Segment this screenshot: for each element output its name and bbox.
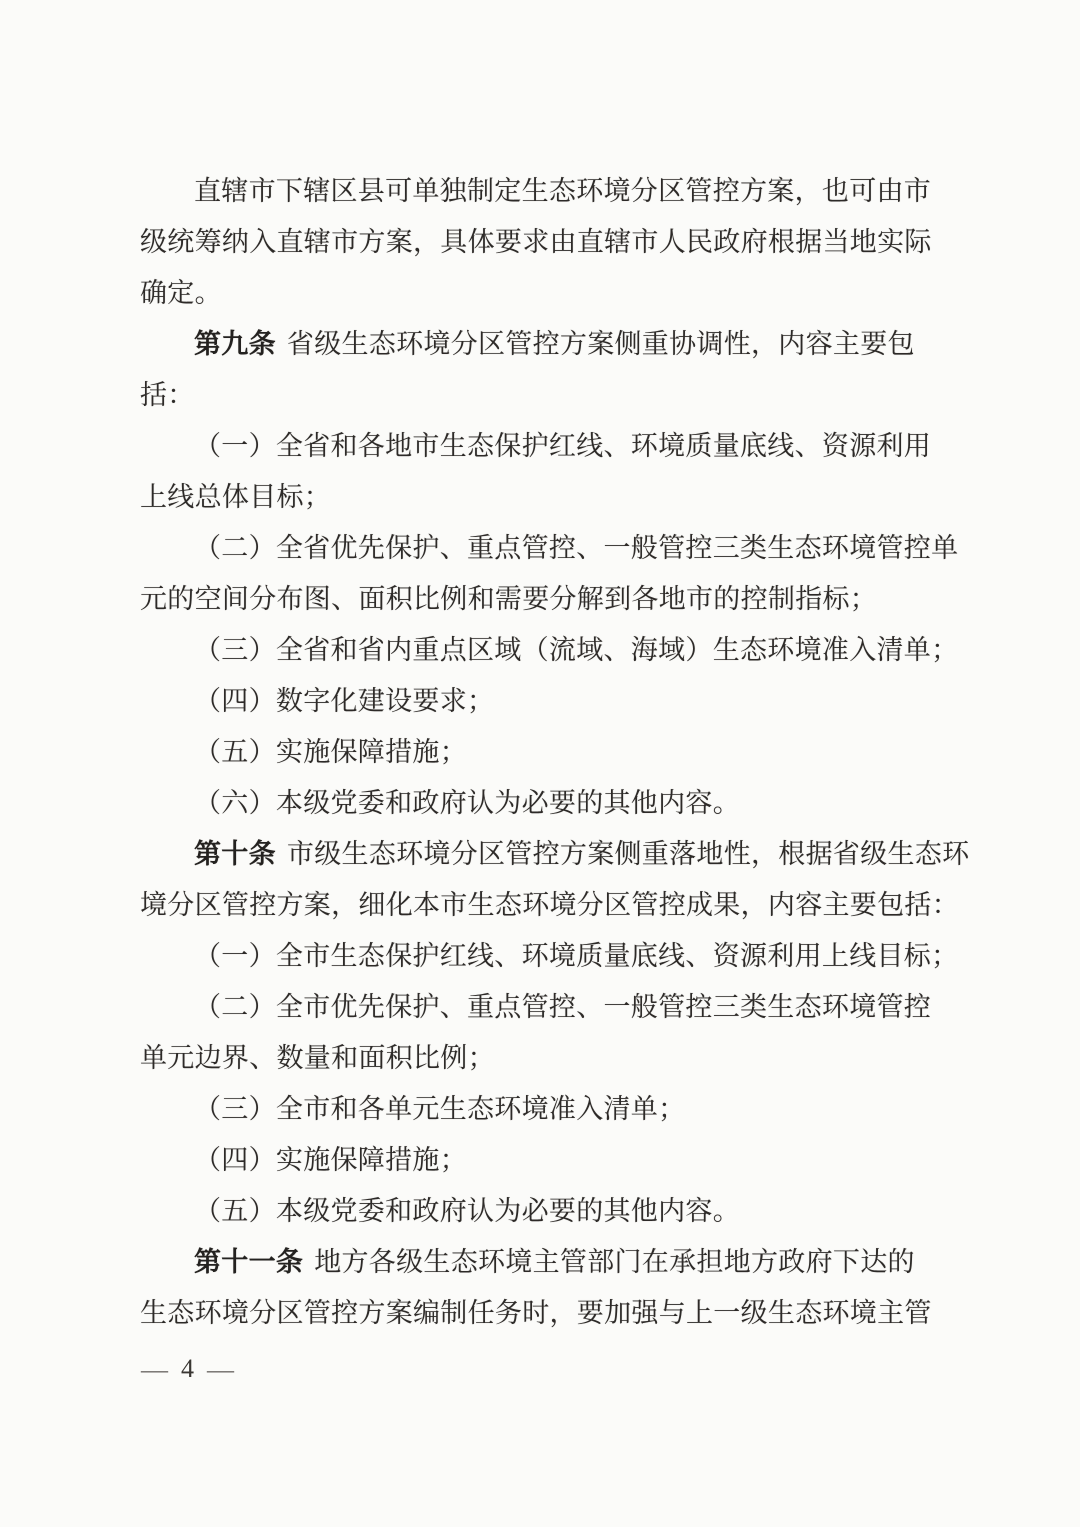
line-text: 确定。 (140, 278, 222, 308)
text-line (140, 880, 970, 931)
text-line (140, 931, 970, 982)
line-text: 地方各级生态环境主管部门在承担地方政府下达的 (314, 1247, 915, 1277)
article-number: 第九条 (194, 329, 276, 359)
line-text: （五）实施保障措施； (194, 737, 467, 767)
text-line (140, 370, 970, 421)
text-line (140, 1033, 970, 1084)
line-text: 境分区管控方案，细化本市生态环境分区管控成果，内容主要包括： (140, 890, 959, 920)
line-text: 直辖市下辖区县可单独制定生态环境分区管控方案，也可由市 (194, 176, 932, 206)
text-line (140, 421, 970, 472)
text-line (140, 319, 970, 370)
line-text: （三）全市和各单元生态环境准入清单； (194, 1094, 686, 1124)
text-line (140, 1186, 970, 1237)
text-line (140, 472, 970, 523)
text-line (140, 625, 970, 676)
footer-dash-left: — (141, 1354, 168, 1384)
page-footer (141, 1349, 234, 1389)
line-text: 生态环境分区管控方案编制任务时，要加强与上一级生态环境主管 (140, 1298, 932, 1328)
text-line (140, 523, 970, 574)
text-line (140, 727, 970, 778)
document-body (140, 166, 970, 1339)
line-text: （五）本级党委和政府认为必要的其他内容。 (194, 1196, 740, 1226)
line-text: （四）实施保障措施； (194, 1145, 467, 1175)
text-line (140, 1288, 970, 1339)
line-text: （三）全省和省内重点区域（流域、海域）生态环境准入清单； (194, 635, 959, 665)
text-line (140, 829, 970, 880)
line-text: （六）本级党委和政府认为必要的其他内容。 (194, 788, 740, 818)
text-line (140, 982, 970, 1033)
line-text: 元的空间分布图、面积比例和需要分解到各地市的控制指标； (140, 584, 878, 614)
line-text: 市级生态环境分区管控方案侧重落地性，根据省级生态环 (286, 839, 970, 869)
text-line (140, 574, 970, 625)
line-text: （一）全省和各地市生态保护红线、环境质量底线、资源利用 (194, 431, 932, 461)
line-text: 括： (140, 380, 195, 410)
footer-dash-right: — (207, 1354, 234, 1384)
text-line (140, 166, 970, 217)
line-text: （四）数字化建设要求； (194, 686, 495, 716)
text-line (140, 268, 970, 319)
line-text: 单元边界、数量和面积比例； (140, 1043, 495, 1073)
article-number: 第十条 (194, 839, 276, 869)
text-line (140, 1135, 970, 1186)
text-line (140, 1084, 970, 1135)
line-text: 省级生态环境分区管控方案侧重协调性，内容主要包 (286, 329, 915, 359)
footer-page-number: 4 (181, 1354, 194, 1383)
line-text: 上线总体目标； (140, 482, 332, 512)
line-text: （二）全省优先保护、重点管控、一般管控三类生态环境管控单 (194, 533, 959, 563)
article-number: 第十一条 (194, 1247, 304, 1277)
line-text: 级统筹纳入直辖市方案，具体要求由直辖市人民政府根据当地实际 (140, 227, 932, 257)
text-line (140, 1237, 970, 1288)
line-text: （二）全市优先保护、重点管控、一般管控三类生态环境管控 (194, 992, 932, 1022)
text-line (140, 778, 970, 829)
line-text: （一）全市生态保护红线、环境质量底线、资源利用上线目标； (194, 941, 959, 971)
text-line (140, 676, 970, 727)
text-line (140, 217, 970, 268)
